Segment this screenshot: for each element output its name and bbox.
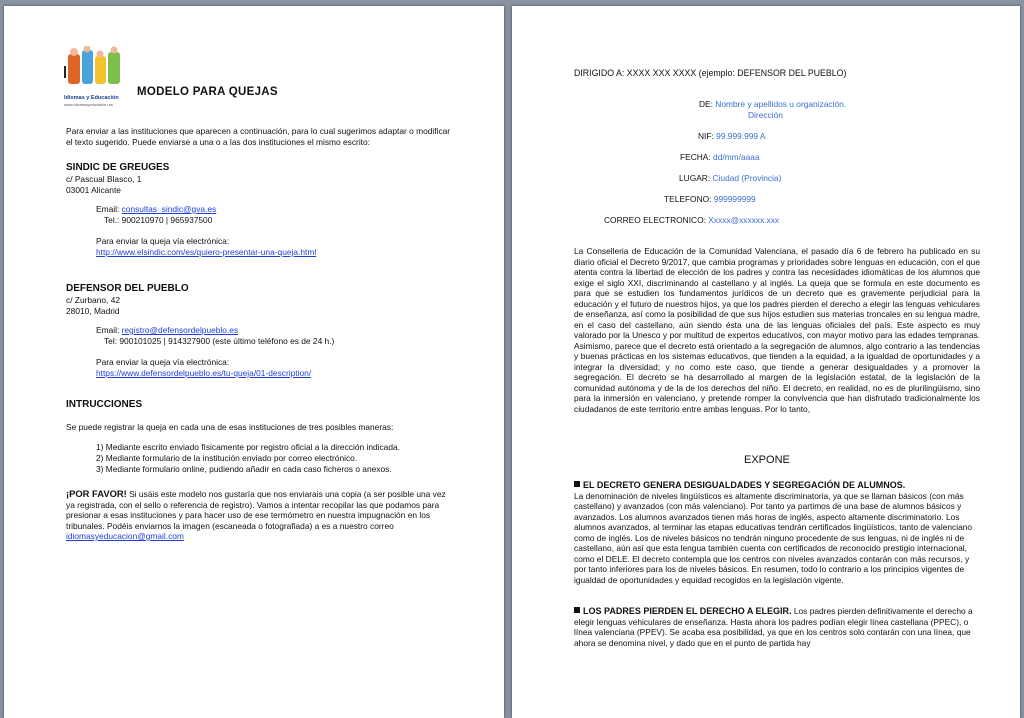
- field-value[interactable]: 999999999: [713, 194, 756, 204]
- field-fecha: [680, 152, 760, 163]
- defensor-web-label: Para enviar la queja vía electrónica:: [96, 357, 230, 367]
- por-favor-email-link[interactable]: idiomasyeducacion@gmail.com: [66, 531, 184, 541]
- expone-heading: EXPONE: [744, 454, 790, 466]
- page-title: MODELO PARA QUEJAS: [137, 86, 278, 98]
- defensor-address-1: c/ Zurbano, 42: [66, 295, 121, 305]
- logo-url: www.idiomasyeducacion.es: [64, 102, 113, 107]
- sindic-email-row: [96, 204, 216, 215]
- defensor-address-2: 28010, Madrid: [66, 306, 120, 316]
- document-page-1: [4, 6, 504, 718]
- field-label: LUGAR:: [679, 173, 711, 183]
- bullet-square-icon: [574, 607, 580, 613]
- section-1-text: La denominación de niveles lingüísticos es altamente discriminatoria, ya que se llaman básicos (con más castellano) y avanzados (con más valenciano). Por tanto ya partimos de una base de alumnos básicos y avanzados. Los alumnos avanzados tienen más horas de inglés, aspecto altamente discriminatorio. Los alumnos avanzados, al terminar las etapas educativas tendrán certificados lingüísticos, tanto de valenciano como de inglés. Los de niveles básicos no tendrán ninguno procedente de sus lenguas, ni de inglés ni de castellano, aún así que esta lengua también cuenta con certificados de reconocido prestigio internacional, como el DELE. El decreto contempla que los centros con niveles avanzados contarán con más recursos, y por tanto inferiores para los de niveles básicos. En resumen, todo lo contrario a los principios vigentes de igualdad de oportunidades y equidad recogidos en la legislación vigente.: [574, 490, 973, 585]
- section-1-title: EL DECRETO GENERA DESIGUALDADES Y SEGREGACIÓN DE ALUMNOS.: [574, 480, 905, 490]
- sindic-web-link[interactable]: http://www.elsindic.com/es/quiero-presentar-una-queja.html: [96, 247, 317, 257]
- por-favor-text: Si usáis este modelo nos gustaría que nos enviarais una copia (a ser posible una vez ya registrada, con el sello o referencia de registro). Vamos a intentar recopilar las que podamos para presionar a esas instituciones y para hacer uso de ese termómetro en nuestra impugnación en los tribunales. Podéis enviarnos la imagen (escaneada o fotografiada) a es a nuestro correo: [66, 489, 446, 531]
- field-label: DE:: [699, 99, 713, 109]
- defensor-heading: DEFENSOR DEL PUEBLO: [66, 283, 189, 294]
- field-label: FECHA:: [680, 152, 711, 162]
- instrucciones-item-1: 1) Mediante escrito enviado físicamente por registro oficial a la dirección indicada.: [96, 442, 400, 452]
- logo-text: Idiomas y Educación: [64, 95, 119, 101]
- section-2: [574, 606, 980, 648]
- field-value[interactable]: Xxxxx@xxxxxx.xxx: [708, 215, 780, 225]
- logo-figures-icon: [64, 46, 128, 90]
- field-value[interactable]: Dirección: [748, 110, 783, 120]
- email-label: Email:: [96, 325, 120, 335]
- logo: [64, 46, 128, 110]
- field-value[interactable]: dd/mm/aaaa: [713, 152, 760, 162]
- instrucciones-item-3: 3) Mediante formulario online, pudiendo añadir en cada caso ficheros o anexos.: [96, 464, 392, 474]
- sindic-address-1: c/ Pascual Blasco, 1: [66, 174, 142, 184]
- document-page-2: [512, 6, 1020, 718]
- body-paragraph: La Conselleria de Educación de la Comunidad Valenciana, el pasado día 6 de febrero ha publicado en su diario oficial el Decreto 9/2017, que cambia programas y prioridades sobre lenguas en educación, con el que atenta contra la libertad de elección de los padres y contra las necesidades idiomáticas de los alumnos que exige el siglo XXI, discriminando al castellano y al inglés. La queja que se formula en este documento es para que se estudien los fundamentos jurídicos de un decreto que es gravemente perjudicial para la educación y el futuro de nuestros hijos, ya que los padres pierden el derecho a elegir las lenguas vehiculares de enseñanza, así como la posibilidad de que sus hijos estudien sus materias troncales en su lengua madre, en el caso del castellano, aún siendo ésta una de las lenguas oficiales del país. Este aspecto es muy valorado por la Unesco y por multitud de expertos educativos, con mayor motivo para las edades tempranas. Asimismo, parece que el decreto está orientado a la segregación de alumnos, algo contrario a las tendencias y buenas prácticas en los sistemas educativos, que tienden a la equidad, a la igualdad de oportunidades y a integrar la diversidad; y no como este caso, que tiende a generar desigualdades y a promover la segregación. El decreto se ha desarrollado al margen de la legislación estatal, de la legislación de la comunidad autónoma y de la de los derechos del niño. El decreto, en realidad, no es de plurilingüismo, sino para la inmersión en valenciano, y pretende romper la convivencia que han disfrutado tradicionalmente los ciudadanos de este territorio entre ambas lenguas. Por lo tanto,: [574, 246, 980, 414]
- section-2-title: LOS PADRES PIERDEN EL DERECHO A ELEGIR.: [574, 606, 792, 616]
- por-favor-paragraph: [66, 489, 454, 542]
- sindic-email-link[interactable]: consultas_sindic@gva.es: [121, 204, 217, 214]
- sindic-heading: SINDIC DE GREUGES: [66, 162, 170, 173]
- defensor-web-link[interactable]: https://www.defensordelpueblo.es/tu-queja/01-description/: [96, 368, 312, 378]
- defensor-tel: Tel: 900101025 | 914327900 (este último teléfono es de 24 h.): [104, 336, 335, 346]
- field-de: [699, 99, 846, 110]
- field-value[interactable]: 99.999.999 A: [716, 131, 766, 141]
- field-telefono: [664, 194, 756, 205]
- dirigido-line: DIRIGIDO A: XXXX XXX XXXX (ejemplo: DEFENSOR DEL PUEBLO): [574, 68, 847, 78]
- field-direccion: [748, 110, 783, 121]
- field-correo: [604, 215, 779, 226]
- field-value[interactable]: Ciudad (Provincia): [712, 173, 782, 183]
- instrucciones-item-2: 2) Mediante formulario de la institución enviado por correo electrónico.: [96, 453, 358, 463]
- field-label: NIF:: [698, 131, 714, 141]
- field-nif: [698, 131, 766, 142]
- section-2-text: Los padres pierden definitivamente el derecho a elegir lenguas vehiculares de enseñanza. Hasta ahora los padres podían elegir línea castellana (PPEC), o línea valenciana (PPEV). Se acaba esa posibilidad, ya que en los centros solo contarán con una línea, que ahora se denomina nivel, y dado que en el punto de partida hay: [574, 606, 973, 648]
- sindic-web-label: Para enviar la queja vía electrónica:: [96, 236, 230, 246]
- bullet-square-icon: [574, 481, 580, 487]
- instrucciones-heading: INTRUCCIONES: [66, 399, 143, 410]
- defensor-email-link[interactable]: registro@defensordelpueblo.es: [121, 325, 239, 335]
- field-label: TELEFONO:: [664, 194, 712, 204]
- intro-text: Para enviar a las instituciones que aparecen a continuación, para lo cual sugerimos adaptar o modificar el texto sugerido. Puede enviarse a una o a las dos instituciones el mismo escrito:: [66, 126, 451, 147]
- email-label: Email:: [96, 204, 120, 214]
- field-label: CORREO ELECTRONICO:: [604, 215, 706, 225]
- field-value[interactable]: Nombre y apellidos u organización.: [715, 99, 847, 109]
- por-favor-label: ¡POR FAVOR!: [66, 488, 127, 499]
- sindic-address-2: 03001 Alicante: [66, 185, 121, 195]
- defensor-email-row: [96, 325, 238, 336]
- section-1: [574, 480, 980, 585]
- field-lugar: [679, 173, 781, 184]
- sindic-tel: Tel.: 900210970 | 965937500: [104, 215, 213, 225]
- instrucciones-intro: Se puede registrar la queja en cada una de esas instituciones de tres posibles maneras:: [66, 422, 394, 432]
